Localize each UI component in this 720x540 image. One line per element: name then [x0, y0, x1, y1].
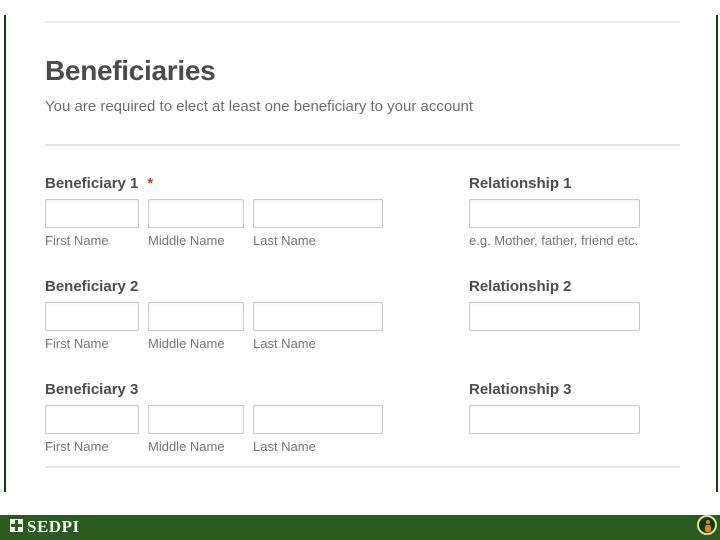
middle-name-input[interactable]: [148, 405, 244, 434]
middle-name-caption: Middle Name: [148, 233, 225, 248]
first-name-input[interactable]: [45, 302, 139, 331]
info-icon-bar: [705, 525, 711, 532]
middle-name-input[interactable]: [148, 302, 244, 331]
sedpi-logo-icon: [10, 519, 23, 532]
beneficiary-label-text: Beneficiary 1: [45, 175, 139, 192]
last-name-caption: Last Name: [253, 233, 316, 248]
brand-name: SEDPI: [27, 517, 80, 536]
last-name-input[interactable]: [253, 199, 383, 228]
page-title: Beneficiaries: [45, 55, 216, 86]
beneficiary-label-text: Beneficiary 3: [45, 381, 139, 398]
divider: [45, 466, 680, 468]
relationship-label: Relationship 3: [469, 381, 572, 398]
last-name-input[interactable]: [253, 405, 383, 434]
info-icon[interactable]: [697, 515, 717, 535]
top-border-line: [45, 21, 680, 23]
required-asterisk: *: [147, 175, 154, 192]
beneficiary-row-1: [0, 175, 720, 250]
last-name-input[interactable]: [253, 302, 383, 331]
relationship-label: Relationship 2: [469, 278, 572, 295]
last-name-caption: Last Name: [253, 336, 316, 351]
relationship-hint: e.g. Mother, father, friend etc.: [469, 233, 639, 248]
beneficiary-label: [45, 278, 147, 295]
info-icon-dot: [706, 520, 710, 524]
beneficiary-row-2: [0, 278, 720, 353]
middle-name-input[interactable]: [148, 199, 244, 228]
last-name-caption: Last Name: [253, 439, 316, 454]
beneficiary-label-text: Beneficiary 2: [45, 278, 139, 295]
page-subtitle: You are required to elect at least one beneficiary to your account: [45, 98, 474, 115]
beneficiary-label: [45, 381, 147, 398]
first-name-caption: First Name: [45, 439, 109, 454]
beneficiary-label: [45, 175, 153, 192]
middle-name-caption: Middle Name: [148, 439, 225, 454]
first-name-input[interactable]: [45, 405, 139, 434]
relationship-input[interactable]: [469, 405, 640, 434]
first-name-caption: First Name: [45, 233, 109, 248]
relationship-input[interactable]: [469, 302, 640, 331]
first-name-caption: First Name: [45, 336, 109, 351]
footer-bar: [0, 515, 720, 540]
relationship-label: Relationship 1: [469, 175, 572, 192]
middle-name-caption: Middle Name: [148, 336, 225, 351]
beneficiary-row-3: [0, 381, 720, 456]
divider: [45, 144, 680, 146]
relationship-input[interactable]: [469, 199, 640, 228]
first-name-input[interactable]: [45, 199, 139, 228]
